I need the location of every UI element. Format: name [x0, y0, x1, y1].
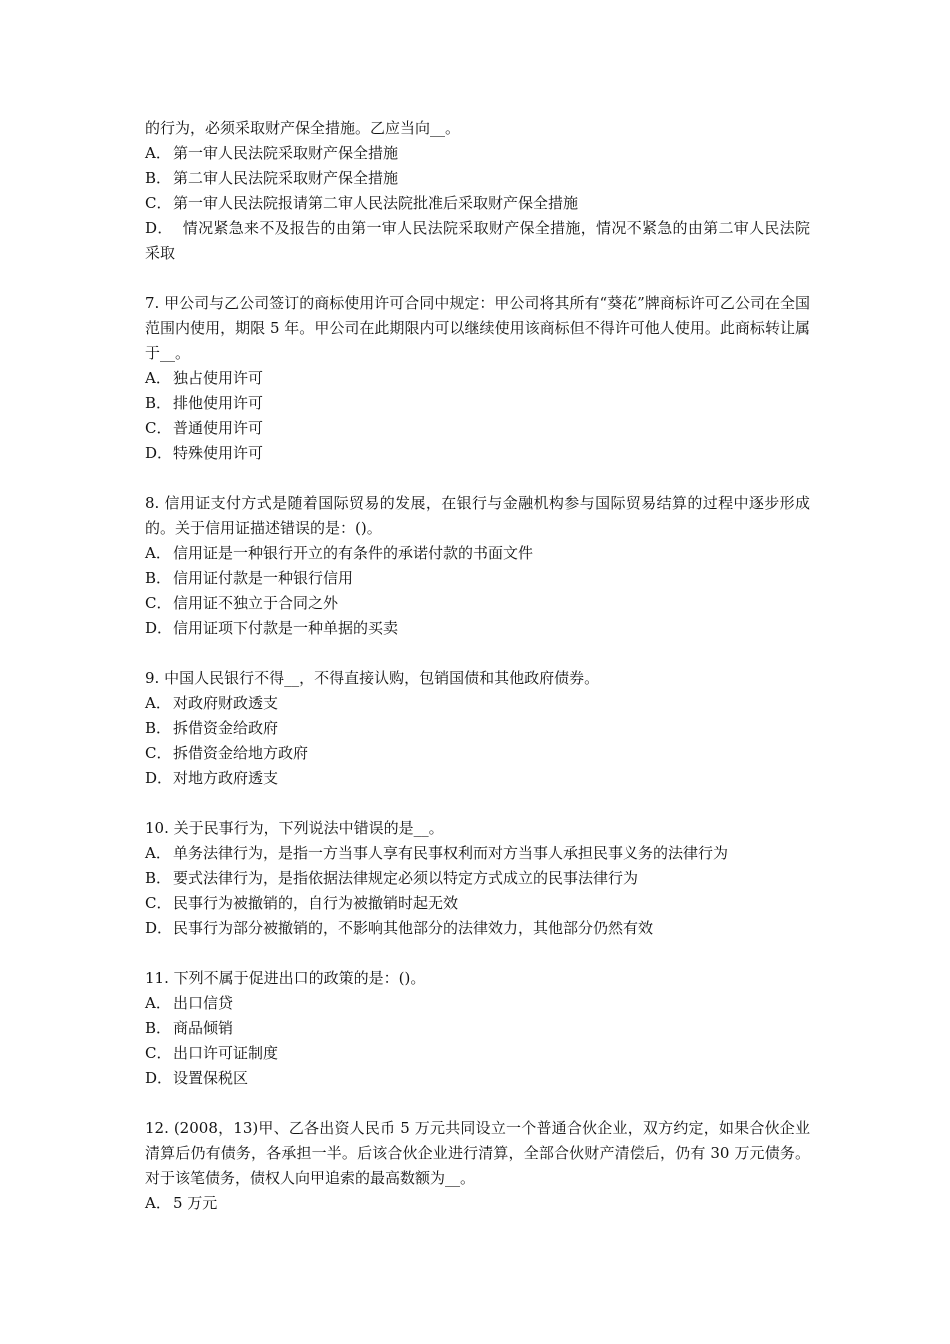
option-letter: D． [145, 444, 173, 462]
option-text: 单务法律行为，是指一方当事人享有民事权利而对方当事人承担民事义务的法律行为 [173, 844, 729, 862]
option-text: 5 万元 [173, 1194, 218, 1212]
option-letter: B． [145, 394, 172, 412]
option-letter: D． [145, 619, 173, 637]
option-letter: B． [145, 169, 172, 187]
option-letter: C． [145, 894, 172, 912]
option-text: 信用证不独立于合同之外 [173, 594, 339, 612]
option-letter: D． [145, 1069, 173, 1087]
option-letter: A． [145, 1194, 171, 1212]
option-letter: D． [145, 919, 173, 937]
option-text: 第一审人民法院报请第二审人民法院批准后采取财产保全措施 [173, 194, 579, 212]
document-body [145, 116, 810, 1241]
option-d [145, 441, 810, 466]
question-text: 12. (2008，13)甲、乙各出资人民币 5 万元共同设立一个普通合伙企业，双方约定，如果合伙企业清算后仍有债务，各承担一半。后该合伙企业进行清算，全部合伙财产清偿后，仍有 30 万元债务。对于该笔债务，债权人向甲追索的最高数额为__。 [145, 1119, 810, 1187]
option-d [145, 916, 810, 941]
option-text: 独占使用许可 [173, 369, 264, 387]
question-text: 的行为，必须采取财产保全措施。乙应当向__。 [145, 119, 461, 137]
option-b [145, 391, 810, 416]
option-b [145, 716, 810, 741]
option-d [145, 1066, 810, 1091]
option-text: 信用证是一种银行开立的有条件的承诺付款的书面文件 [173, 544, 534, 562]
option-text: 信用证付款是一种银行信用 [173, 569, 354, 587]
option-text: 设置保税区 [173, 1069, 249, 1087]
option-letter: B． [145, 719, 172, 737]
option-text: 排他使用许可 [173, 394, 264, 412]
option-letter: D． [145, 219, 173, 237]
option-text: 信用证项下付款是一种单据的买卖 [173, 619, 399, 637]
option-text: 出口许可证制度 [173, 1044, 279, 1062]
option-text: 第二审人民法院采取财产保全措施 [173, 169, 399, 187]
option-text: 商品倾销 [173, 1019, 234, 1037]
option-letter: B． [145, 569, 172, 587]
question-text: 7. 甲公司与乙公司签订的商标使用许可合同中规定：甲公司将其所有“葵花”牌商标许可乙公司在全国范围内使用，期限 5 年。甲公司在此期限内可以继续使用该商标但不得许可他人使用。此商标转让属于__。 [145, 294, 810, 362]
question-text: 9. 中国人民银行不得__，不得直接认购，包销国债和其他政府债券。 [145, 669, 600, 687]
option-a [145, 541, 810, 566]
option-letter: C． [145, 194, 172, 212]
option-letter: C． [145, 594, 172, 612]
question-8 [145, 491, 810, 641]
option-letter: A． [145, 694, 171, 712]
option-text: 民事行为被撤销的，自行为被撤销时起无效 [173, 894, 459, 912]
question-text: 11. 下列不属于促进出口的政策的是：()。 [145, 969, 426, 987]
option-text: 情况紧急来不及报告的由第一审人民法院采取财产保全措施，情况不紧急的由第二审人民法院采取 [145, 219, 810, 262]
option-letter: C． [145, 419, 172, 437]
option-c [145, 891, 810, 916]
option-a [145, 366, 810, 391]
option-b [145, 1016, 810, 1041]
question-9 [145, 666, 810, 791]
question-7 [145, 291, 810, 466]
option-a [145, 1191, 810, 1216]
option-d [145, 616, 810, 641]
option-b [145, 166, 810, 191]
option-a [145, 691, 810, 716]
option-text: 第一审人民法院采取财产保全措施 [173, 144, 399, 162]
question-text: 8. 信用证支付方式是随着国际贸易的发展，在银行与金融机构参与国际贸易结算的过程中逐步形成的。关于信用证描述错误的是：()。 [145, 494, 810, 537]
option-letter: B． [145, 869, 172, 887]
option-text: 普通使用许可 [173, 419, 264, 437]
option-text: 要式法律行为，是指依据法律规定必须以特定方式成立的民事法律行为 [173, 869, 639, 887]
option-letter: D． [145, 769, 173, 787]
option-b [145, 566, 810, 591]
option-text: 特殊使用许可 [173, 444, 264, 462]
option-text: 拆借资金给地方政府 [173, 744, 309, 762]
option-c [145, 591, 810, 616]
option-text: 民事行为部分被撤销的，不影响其他部分的法律效力，其他部分仍然有效 [173, 919, 654, 937]
option-c [145, 416, 810, 441]
option-a [145, 141, 810, 166]
option-text: 出口信贷 [173, 994, 234, 1012]
option-text: 对政府财政透支 [173, 694, 279, 712]
option-a [145, 991, 810, 1016]
option-letter: C． [145, 1044, 172, 1062]
option-letter: A． [145, 144, 171, 162]
option-letter: A． [145, 844, 171, 862]
option-d [145, 766, 810, 791]
question-10 [145, 816, 810, 941]
option-c [145, 1041, 810, 1066]
option-c [145, 191, 810, 216]
question-11 [145, 966, 810, 1091]
question-6-continued [145, 116, 810, 266]
option-text: 对地方政府透支 [173, 769, 279, 787]
question-12 [145, 1116, 810, 1216]
option-text: 拆借资金给政府 [173, 719, 279, 737]
question-text: 10. 关于民事行为，下列说法中错误的是__。 [145, 819, 444, 837]
option-letter: A． [145, 994, 171, 1012]
option-letter: A． [145, 544, 171, 562]
option-c [145, 741, 810, 766]
option-letter: C． [145, 744, 172, 762]
option-letter: A． [145, 369, 171, 387]
option-d [145, 216, 810, 266]
option-b [145, 866, 810, 891]
option-letter: B． [145, 1019, 172, 1037]
option-a [145, 841, 810, 866]
